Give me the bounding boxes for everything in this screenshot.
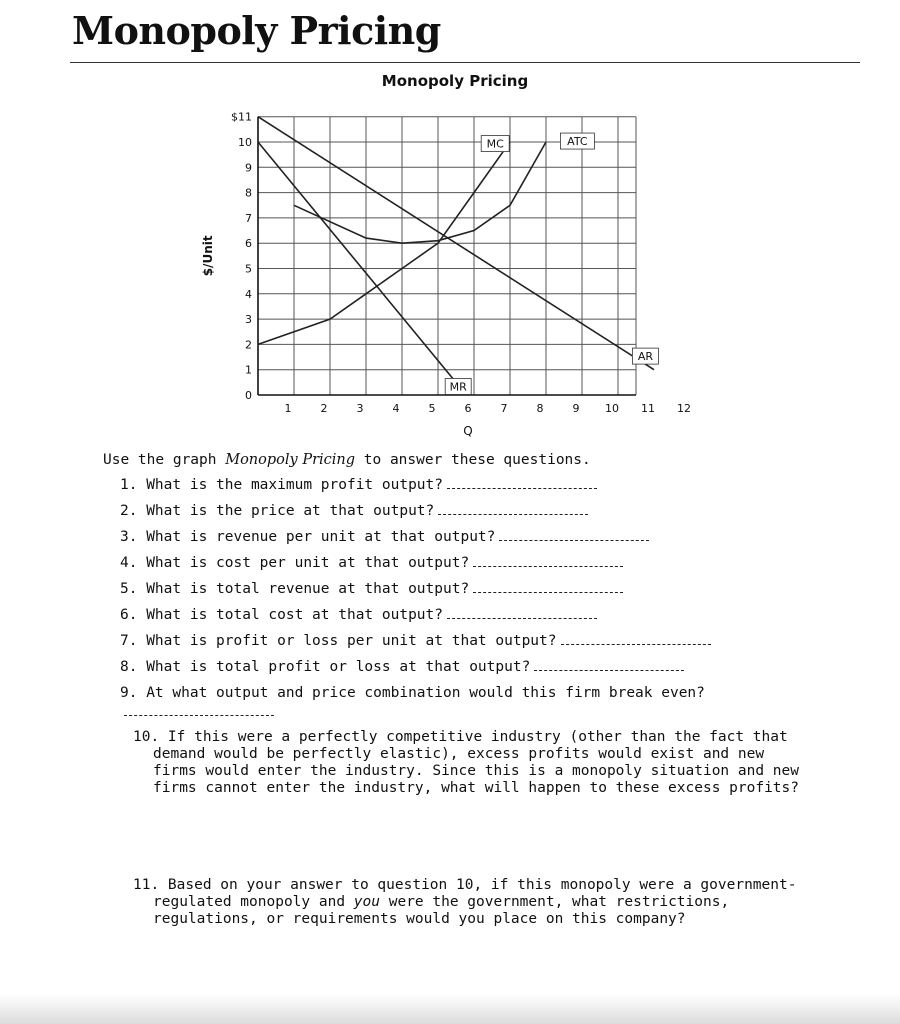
series-labels [445,133,658,394]
answer-blank[interactable] [473,582,623,593]
x-tick-label: 1 [284,402,292,415]
y-tick-labels [231,111,252,402]
chart-axes [258,117,636,395]
x-tick-label: 11 [641,402,655,415]
question-2: 2. What is the price at that output? [120,502,823,521]
x-tick-label: 9 [572,402,580,415]
question-list [103,476,823,722]
x-tick-label: 2 [320,402,328,415]
x-tick-label: 7 [500,402,508,415]
x-tick-label: 5 [428,402,436,415]
x-tick-label: 3 [356,402,364,415]
y-tick-label: 2 [245,338,252,352]
y-tick-label: 4 [245,287,252,301]
questions-section [103,452,823,935]
question-9: 9. At what output and price combination would this firm break even? [120,684,823,722]
question-10: 10. If this were a perfectly competitive industry (other than the fact that demand would be perfectly elastic), excess profits would exist and new firms would enter the industry. Since this is a monopoly situation and new firms cannot enter the industry, what will happen to these excess profits? [133,729,800,796]
question-7: 7. What is profit or loss per unit at that output? [120,632,823,651]
x-tick-label: 10 [605,402,619,415]
question-3: 3. What is revenue per unit at that output? [120,528,823,547]
question-4: 4. What is cost per unit at that output? [120,554,823,573]
y-tick-label: 5 [245,262,252,276]
question-11: 11. Based on your answer to question 10, if this monopoly were a government-regulated monopoly and you were the government, what restrictions, regulations, or requirements would you place on this company? [133,877,797,927]
answer-blank[interactable] [561,634,711,645]
x-axis-label: Q [463,424,473,438]
x-tick-labels [285,402,692,415]
y-tick-label: 6 [245,237,252,251]
x-tick-label: 8 [536,402,544,415]
answer-blank[interactable] [447,608,597,619]
chart-grid [258,117,636,395]
mr-curve [258,142,456,382]
answer-blank[interactable] [499,530,649,541]
page-title: Monopoly Pricing [72,8,441,53]
chart-series [258,117,654,383]
y-tick-label: 10 [238,136,252,149]
y-tick-label: 9 [245,161,252,175]
page-bottom-shadow [0,994,900,1024]
question-6: 6. What is total cost at that output? [120,606,823,625]
question-5: 5. What is total revenue at that output? [120,580,823,599]
y-tick-label: 8 [245,186,252,200]
x-tick-label: 4 [392,402,400,415]
question-8: 8. What is total profit or loss at that output? [120,658,823,677]
answer-blank[interactable] [447,478,597,489]
answer-blank[interactable] [473,556,623,567]
monopoly-pricing-chart [190,60,720,440]
chart-title: Monopoly Pricing [381,72,529,90]
y-tick-label: 3 [245,313,252,327]
ar-label: AR [637,350,653,364]
x-tick-label: 6 [464,402,472,415]
y-tick-label: 7 [245,211,252,225]
answer-blank[interactable] [124,705,274,716]
y-tick-label: $11 [231,110,252,124]
y-tick-label: 0 [245,389,252,402]
answer-blank[interactable] [534,660,684,671]
mc-label: MC [486,137,504,151]
y-tick-label: 1 [245,363,252,377]
y-axis-label: $/Unit [201,235,215,277]
mr-label: MR [449,380,467,394]
answer-blank[interactable] [438,504,588,515]
atc-label: ATC [567,135,588,149]
question-1: 1. What is the maximum profit output? [120,476,823,495]
x-tick-label: 12 [677,402,691,415]
questions-intro: Use the graph Monopoly Pricing to answer these questions. [103,452,591,468]
